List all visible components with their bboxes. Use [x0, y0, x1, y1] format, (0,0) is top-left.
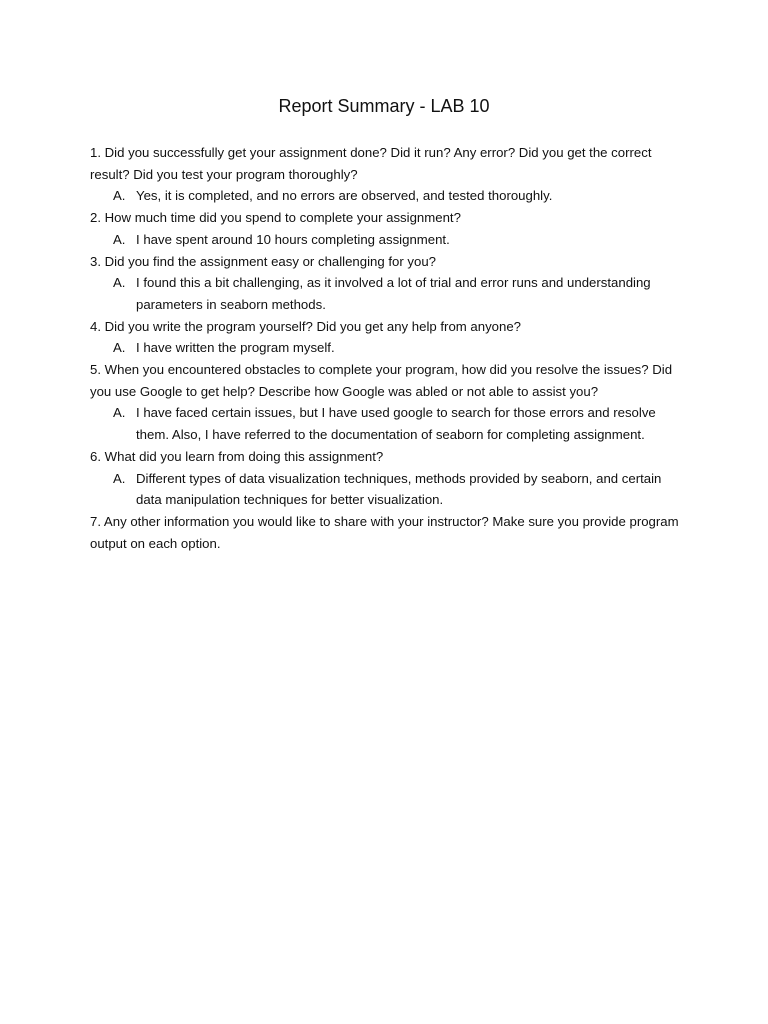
answer-1: [90, 185, 690, 207]
answer-5: [90, 402, 690, 445]
answer-3: [90, 272, 690, 315]
answer-4: [90, 337, 690, 359]
question-1: 1. Did you successfully get your assignment done? Did it run? Any error? Did you get the correct result? Did you test your program thoroughly?: [90, 145, 652, 182]
question-2: 2. How much time did you spend to complete your assignment?: [90, 210, 461, 226]
answer-2: [90, 229, 690, 251]
question-list: [90, 142, 690, 554]
question-3: 3. Did you find the assignment easy or challenging for you?: [90, 253, 437, 269]
answer-text: I have written the program myself.: [136, 340, 335, 356]
answer-marker: A.: [113, 231, 126, 247]
answer-text: Yes, it is completed, and no errors are observed, and tested thoroughly.: [136, 188, 553, 204]
answer-marker: A.: [113, 405, 126, 421]
answer-text: I have faced certain issues, but I have used google to search for those errors and resolve them. Also, I have referred to the documentation of seaborn for completing assignment.: [136, 405, 656, 443]
answer-marker: A.: [113, 340, 126, 356]
answer-marker: A.: [113, 470, 126, 486]
question-6: 6. What did you learn from doing this assignment?: [90, 448, 384, 464]
answer-marker: A.: [113, 188, 126, 204]
answer-text: Different types of data visualization techniques, methods provided by seaborn, and certain data manipulation techniques for better visualization.: [136, 470, 662, 508]
question-5: 5. When you encountered obstacles to complete your program, how did you resolve the issues? Did you use Google to get help? Describe how Google was abled or not able to assist you?: [90, 362, 673, 399]
answer-6: [90, 468, 690, 511]
answer-marker: A.: [113, 275, 126, 291]
answer-text: I found this a bit challenging, as it involved a lot of trial and error runs and understanding parameters in seaborn methods.: [136, 275, 651, 312]
answer-text: I have spent around 10 hours completing assignment.: [136, 231, 450, 247]
question-4: 4. Did you write the program yourself? Did you get any help from anyone?: [90, 318, 522, 334]
question-7: 7. Any other information you would like to share with your instructor? Make sure you provide program output on each option.: [90, 513, 679, 551]
page-title: Report Summary - LAB 10: [278, 96, 490, 116]
